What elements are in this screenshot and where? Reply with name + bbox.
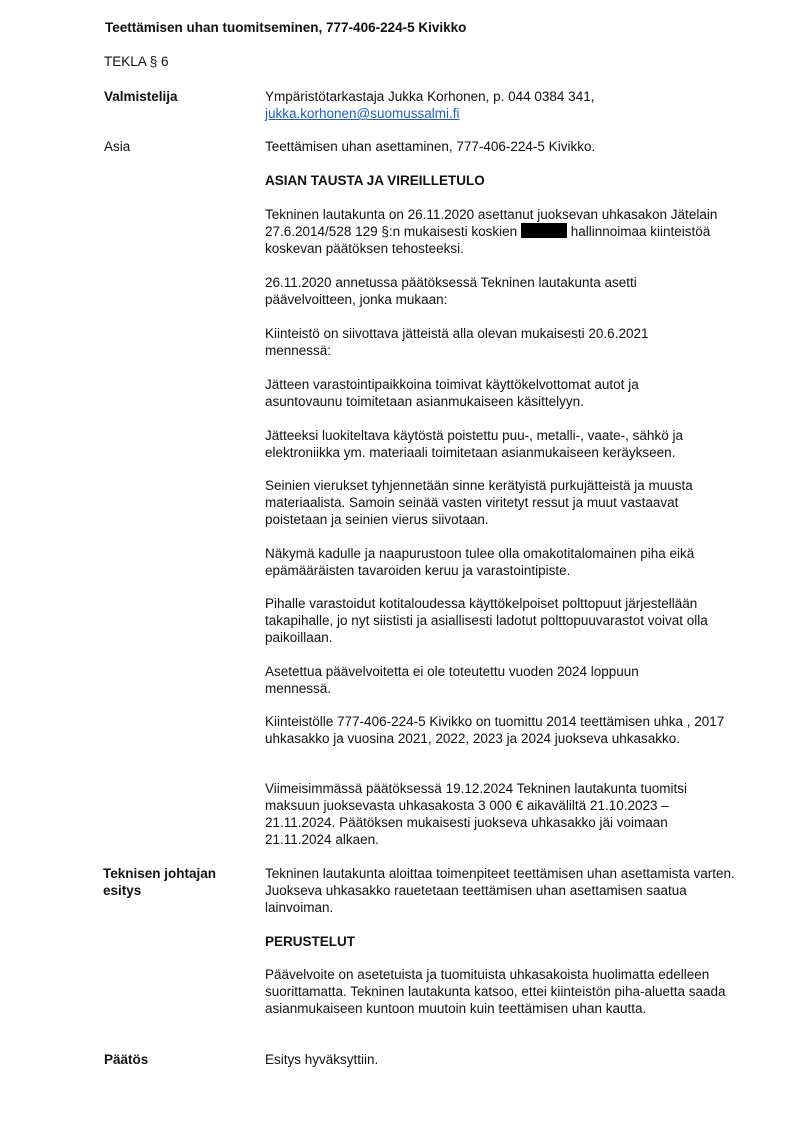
paatos-label: Päätös bbox=[104, 1052, 149, 1067]
background-paragraph-8: Pihalle varastoidut kotitaloudessa käyttökelpoiset polttopuut järjestellään takapihalle, jo nyt siististi ja asiallisesti ladotut polttopuuvarastot voivat olla paikoillaan. bbox=[265, 596, 708, 645]
valmistelija-block bbox=[265, 88, 745, 122]
background-paragraph-9: Asetettua päävelvoitetta ei ole toteutettu vuoden 2024 loppuun mennessä. bbox=[265, 664, 639, 696]
document-title: Teettämisen uhan tuomitseminen, 777-406-224-5 Kivikko bbox=[105, 20, 467, 35]
perustelut-heading: PERUSTELUT bbox=[265, 934, 356, 949]
background-paragraph-5: Jätteeksi luokiteltava käytöstä poistettu puu-, metalli-, vaate-, sähkö ja elektroniikka ym. materiaali toimitetaan asianmukaiseen keräykseen. bbox=[265, 428, 683, 460]
valmistelija-text: Ympäristötarkastaja Jukka Korhonen, p. 044 0384 341, bbox=[265, 89, 595, 104]
section-reference: TEKLA § 6 bbox=[104, 54, 169, 69]
esitys-label-line-1: Teknisen johtajan bbox=[103, 866, 217, 881]
paatos-text: Esitys hyväksyttiin. bbox=[265, 1052, 379, 1067]
background-paragraph-1-start: Tekninen lautakunta on 26.11.2020 asettanut juoksevan uhkasakon Jätelain 27.6.2014/528 129 §:n mukaisesti koskien bbox=[265, 207, 718, 239]
background-paragraph-6: Seinien vierukset tyhjennetään sinne kerätyistä purkujätteistä ja muusta materiaalista. Samoin seinää vasten viritetyt ressut ja muut vastaavat poistetaan ja seinien vierus siivotaan. bbox=[265, 478, 693, 527]
asia-text: Teettämisen uhan asettaminen, 777-406-224-5 Kivikko. bbox=[265, 139, 596, 154]
background-heading: ASIAN TAUSTA JA VIREILLETULO bbox=[265, 173, 485, 188]
asia-label: Asia bbox=[104, 139, 131, 154]
background-paragraph-11: Viimeisimmässä päätöksessä 19.12.2024 Tekninen lautakunta tuomitsi maksuun juoksevasta uhkasakosta 3 000 € aikaväliltä 21.10.2023 – 21.11.2024. Päätöksen mukaisesti juokseva uhkasakko jäi voimaan 21.11.2024 alkaen. bbox=[265, 781, 687, 847]
background-paragraph-1-end: hallinnoimaa kiinteistöä koskevan päätöksen tehosteeksi. bbox=[265, 224, 711, 256]
esitys-label bbox=[103, 865, 216, 899]
esitys-text: Tekninen lautakunta aloittaa toimenpiteet teettämisen uhan asettamista varten. Juokseva uhkasakko rauetetaan teettämisen uhan asettamisen saatua lainvoiman. bbox=[265, 866, 735, 915]
perustelut-text: Päävelvoite on asetetuista ja tuomituista uhkasakoista huolimatta edelleen suorittamatta. Tekninen lautakunta katsoo, ettei kiinteistön piha-aluetta saada asianmukaiseen kuntoon muutoin kuin teettämisen uhan kautta. bbox=[265, 967, 726, 1016]
background-paragraph-3: Kiinteistö on siivottava jätteistä alla olevan mukaisesti 20.6.2021 mennessä: bbox=[265, 326, 649, 358]
redaction-block bbox=[521, 223, 567, 238]
background-paragraph-2: 26.11.2020 annetussa päätöksessä Tekninen lautakunta asetti päävelvoitteen, jonka mukaan: bbox=[265, 275, 637, 307]
background-paragraph-1 bbox=[265, 206, 725, 257]
background-paragraph-7: Näkymä kadulle ja naapurustoon tulee olla omakotitalomainen piha eikä epämääräisten tavaroiden keruu ja varastointipiste. bbox=[265, 546, 695, 578]
background-paragraph-4: Jätteen varastointipaikkoina toimivat käyttökelvottomat autot ja asuntovaunu toimitetaan asianmukaiseen käsittelyyn. bbox=[265, 377, 639, 409]
email-link[interactable]: jukka.korhonen@suomussalmi.fi bbox=[265, 106, 460, 121]
valmistelija-label: Valmistelija bbox=[104, 89, 178, 104]
background-paragraph-10: Kiinteistölle 777-406-224-5 Kivikko on tuomittu 2014 teettämisen uhka , 2017 uhkasakko ja vuosina 2021, 2022, 2023 ja 2024 juokseva uhkasakko. bbox=[265, 714, 725, 746]
esitys-label-line-2: esitys bbox=[103, 883, 142, 898]
